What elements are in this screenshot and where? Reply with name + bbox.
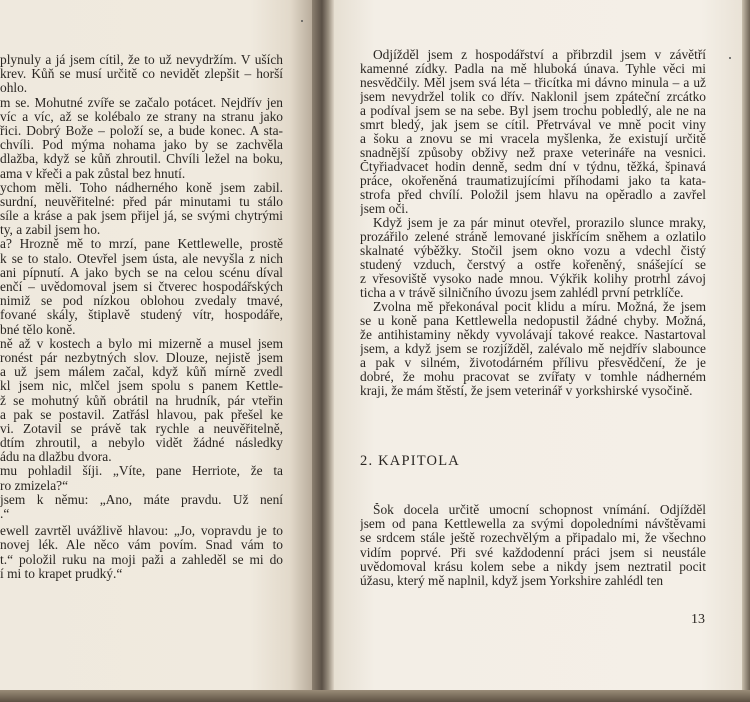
text-line: práce, okořeněná traumatizujícími příhodami jako ta kata- — [360, 174, 706, 188]
text-line: dlažba, když se kůň zhroutil. Chvíli ležel na boku, — [0, 152, 283, 167]
text-line: víc a víc, až se kolébalo ze strany na stranu jako — [0, 109, 283, 124]
paragraph — [360, 300, 706, 398]
text-line: í mi to krapet prudký.“ — [0, 566, 123, 581]
text-line: jsem od pana Kettlewella za svými dopoledními návštěvami — [360, 517, 706, 532]
text-line: fované skály, štiplavě studený vítr, hospodáře, — [0, 308, 283, 323]
text-line: kl jsem nic, mlčel jsem spolu s panem Kettle- — [0, 379, 283, 394]
text-line: ani pípnutí. A jako bych se na celou scénu díval — [0, 265, 283, 280]
text-line: chvíli. Pod mýma nohama jako by se zachvěla — [0, 138, 283, 153]
text-line: .“ — [0, 507, 10, 521]
paragraph — [0, 181, 283, 238]
paragraph — [0, 337, 283, 465]
text-line: novej lék. Ale něco vám povím. Snad vám to — [0, 538, 283, 553]
text-line: jsem oči. — [360, 202, 409, 216]
paragraph — [0, 53, 283, 96]
book-gutter — [312, 0, 334, 690]
text-line: úžasu, který mě naplnil, když jsem Yorkshire zahlédl ten — [360, 573, 664, 588]
text-line: ádu na dlažbu dvora. — [0, 450, 112, 465]
text-line: kamenné zídky. Padla na mě hluboká únava. Tyhle věci mi — [360, 62, 706, 76]
text-line: t.“ položil ruku na moji paži a zahleděl se mi do — [0, 552, 283, 567]
text-line: a šoku a znovu se mi vracela myšlenka, že existují určitě — [360, 132, 706, 146]
text-line: ž se mohutný kůň obrátil na hrudník, pár vteřin — [0, 393, 283, 408]
text-line: nimiž se pod nízkou oblohou zvedaly tmavé, — [0, 294, 283, 309]
paragraph — [0, 493, 283, 521]
text-line: kraji, že mám štěstí, že jsem veterinář v yorkshirské vysočině. — [360, 384, 693, 398]
text-line: že antihistaminy někdy vyvolávají takové reakce. Nastartoval — [360, 328, 706, 342]
text-line: vidím poprvé. Při své každodenní práci jsem si neustále — [360, 545, 706, 560]
paragraph — [360, 216, 706, 300]
paragraph — [360, 503, 706, 588]
text-line: ně až v kostech a bylo mi mizerně a musel jsem — [0, 336, 283, 351]
text-line: řici. Dobrý Bože – položí se, a bude konec. A sta- — [0, 123, 283, 138]
left-page-text — [0, 53, 283, 581]
right-page-text-bottom — [360, 503, 706, 588]
text-line: skalnaté výběžky. Stočil jsem okno vozu a vdechl čistý — [360, 244, 706, 258]
page-number: 13 — [691, 612, 705, 627]
text-line: enčí – uvědomoval jsem si čtverec hospodářských — [0, 280, 283, 294]
text-line: z vřesoviště vysoko nade mnou. Výkřik kolihy protrhl závoj — [360, 272, 706, 286]
text-line: strofa před chvílí. Položil jsem hlavu na opěradlo a zavřel — [360, 188, 706, 202]
text-line: uvědomoval krásu kolem sebe a nikdy jsem neztratil pocit — [360, 559, 706, 574]
text-line: mu pohladil šíji. „Víte, pane Herriote, že ta — [0, 464, 283, 479]
text-line: síle a kráse a pak jsem přijel já, se svými chytrými — [0, 209, 283, 224]
text-line: surdní, neuvěřitelné: před pár minutami tu stálo — [0, 194, 283, 209]
text-line: ticha a v trávě silničního úvozu jsem zahlédl první petrklíče. — [360, 286, 684, 300]
text-line: a už jsem málem začal, když kůň mírně zvedl — [0, 365, 283, 380]
text-line: se u koně pana Kettlewella nedopustil žádné chyby. Možná, — [360, 314, 706, 328]
text-line: vi. Zotavil se právě tak rychle a neuvěřitelně, — [0, 421, 283, 436]
text-line: ychom měli. Toho nádherného koně jsem zabil. — [0, 180, 283, 195]
text-line: jsem, a když jsem se rozjížděl, zalévalo mě nejdřív slabounce — [360, 342, 706, 356]
text-line: se srdcem stále ještě rozechvělým a připadalo mi, že všechno — [360, 531, 706, 546]
text-line: ro zmizela?“ — [0, 478, 69, 493]
print-speck — [301, 20, 303, 22]
text-line: krev. Kůň se musí určitě co nevidět zlepšit – horší — [0, 67, 283, 82]
text-line: ohlo. — [0, 81, 28, 96]
text-line: jsem nevydržel tolik co dřív. Naklonil jsem zpáteční zrcátko — [360, 90, 706, 104]
text-line: m se. Mohutné zvíře se začalo potácet. Nejdřív jen — [0, 95, 283, 110]
text-line: ty, a zabil jsem ho. — [0, 223, 101, 238]
text-line: smrt bledý, jak jsem se cítil. Přetrvával ve mně pocit viny — [360, 118, 706, 132]
book-bottom-edge — [0, 690, 750, 702]
text-line: Odjížděl jsem z hospodářství a přibrzdil jsem v závětří — [373, 48, 706, 62]
text-line: studený vzduch, čerstvý a ostře kořeněný, snášející se — [360, 258, 706, 272]
paragraph — [0, 464, 283, 492]
right-page-text-top — [360, 48, 706, 398]
text-line: plynuly a já jsem cítil, že to už nevydržím. V uších — [0, 53, 283, 67]
paragraph — [0, 524, 283, 581]
text-line: a? Hrozně mě to mrzí, pane Kettlewelle, prostě — [0, 237, 283, 252]
print-speck — [729, 57, 731, 59]
text-line: a pak se postavil. Zatřásl hlavou, pak přešel ke — [0, 407, 283, 422]
paragraph — [0, 237, 283, 336]
text-line: Když jsem je za pár minut otevřel, prorazilo slunce mraky, — [373, 216, 706, 230]
text-line: Čtyřiadvacet hodin denně, sedm dní v týdnu, těžká, špinavá — [360, 160, 706, 174]
text-line: jsem k němu: „Ano, máte pravdu. Už není — [0, 492, 283, 507]
text-line: dobré, že mohu pracovat se zvířaty v tomhle nádherném — [360, 370, 706, 384]
text-line: prozářilo zelené stráně lemované jiskřícím sněhem a ozlatilo — [360, 230, 706, 244]
text-line: dtím zhroutil, a nebylo vidět žádné následky — [0, 436, 283, 451]
text-line: snadnější způsoby obživy než praxe veterináře na vesnici. — [360, 146, 706, 160]
text-line: Šok docela určitě umocní schopnost vnímání. Odjížděl — [373, 503, 706, 517]
paragraph — [360, 48, 706, 216]
text-line: a podíval jsem se na sebe. Byl jsem trochu pobledlý, ale ne na — [360, 104, 706, 118]
text-line: bné tělo koně. — [0, 322, 76, 337]
text-line: ama v křeči a pak zůstal bez hnutí. — [0, 166, 186, 181]
paragraph — [0, 96, 283, 181]
text-line: ewell zavrtěl uvážlivě hlavou: „Jo, vopravdu je to — [0, 524, 283, 539]
text-line: a pak v silném, životodárném přílivu přesvědčení, že je — [360, 356, 706, 370]
chapter-heading: 2. KAPITOLA — [360, 453, 460, 469]
text-line: ronést pár nezbytných slov. Dlouze, nejistě jsem — [0, 350, 283, 365]
text-line: Zvolna mě překonával pocit klidu a míru. Možná, že jsem — [373, 300, 706, 314]
page-edge — [742, 0, 750, 690]
text-line: k se to stalo. Otevřel jsem ústa, ale nevyšla z nich — [0, 251, 283, 266]
text-line: nesvědčily. Měl jsem svá léta – třicítka mi dávno minula – a už — [360, 76, 706, 90]
